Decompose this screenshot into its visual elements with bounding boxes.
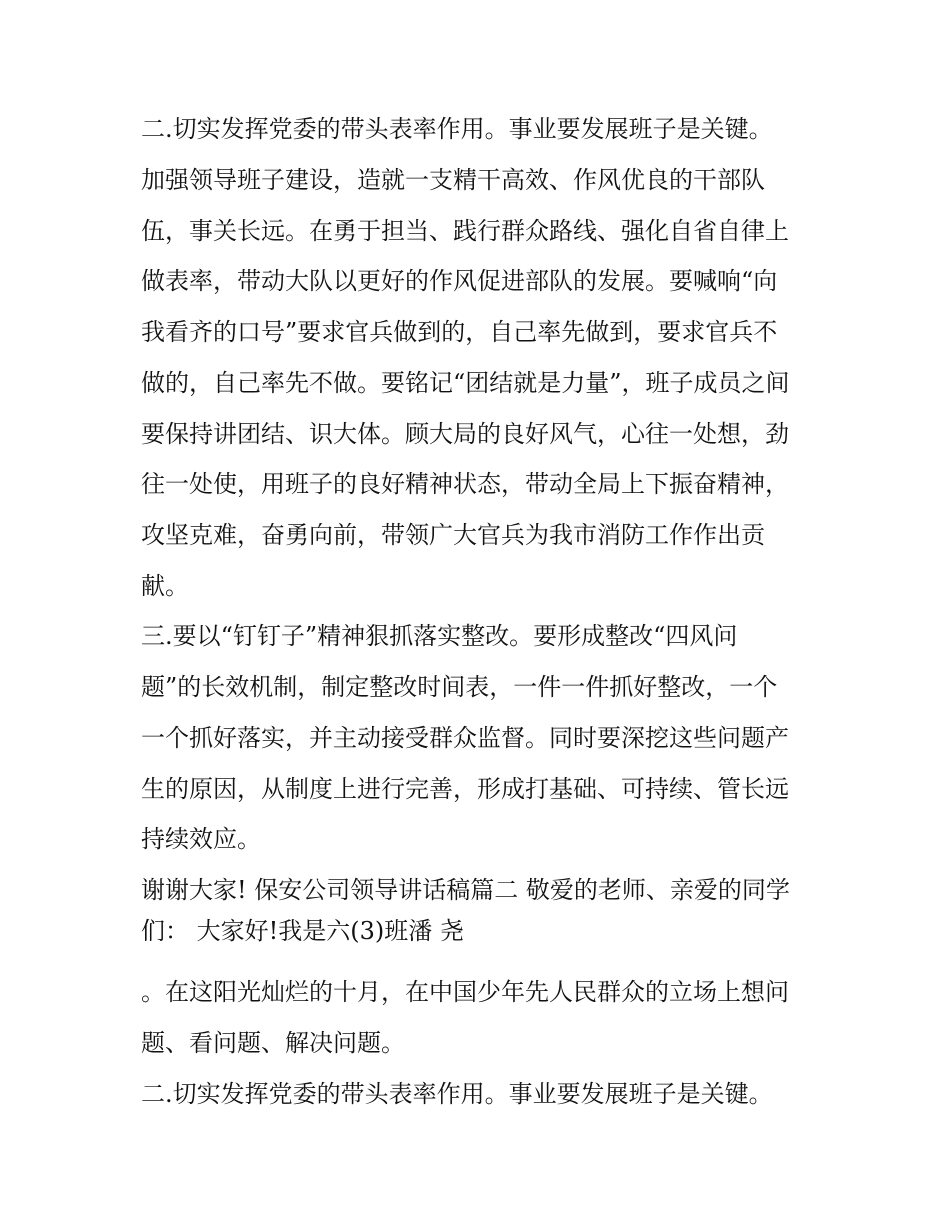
text-line: 题”的长效机制，制定整改时间表，一件一件抓好整改，一个 bbox=[141, 673, 778, 701]
text-line: 做表率，带动大队以更好的作风促进部队的发展。要喊响“向 bbox=[141, 267, 778, 295]
text-line: 往一处使，用班子的良好精神状态，带动全局上下振奋精神， bbox=[141, 470, 789, 498]
text-line: 一个抓好落实，并主动接受群众监督。同时要深挖这些问题产 bbox=[141, 724, 789, 752]
text-line: 二.切实发挥党委的带头表率作用。事业要发展班子是关键。 bbox=[141, 115, 773, 143]
text-line: 要保持讲团结、识大体。顾大局的良好风气，心往一处想，劲 bbox=[141, 420, 789, 448]
text-line: 献。 bbox=[141, 572, 189, 600]
text-line: 做的，自己率先不做。要铭记“团结就是力量”，班子成员之间 bbox=[141, 369, 790, 397]
text-line: 题、看问题、解决问题。 bbox=[141, 1029, 405, 1057]
text-line: 们： 大家好!我是六(3)班潘 尧 bbox=[141, 917, 464, 945]
text-line: 三.要以“钉钉子”精神狠抓落实整改。要形成整改“四风问 bbox=[141, 622, 738, 650]
text-line: 二.切实发挥党委的带头表率作用。事业要发展班子是关键。 bbox=[141, 1080, 773, 1108]
text-line: 持续效应。 bbox=[141, 825, 261, 853]
text-line: 伍，事关长远。在勇于担当、践行群众路线、强化自省自律上 bbox=[141, 217, 789, 245]
text-line: 。在这阳光灿烂的十月，在中国少年先人民群众的立场上想问 bbox=[141, 978, 789, 1006]
text-line: 我看齐的口号”要求官兵做到的，自己率先做到，要求官兵不 bbox=[141, 318, 778, 346]
text-line: 谢谢大家! 保安公司领导讲话稿篇二 敬爱的老师、亲爱的同学 bbox=[141, 876, 790, 904]
text-line: 攻坚克难，奋勇向前，带领广大官兵为我市消防工作作出贡 bbox=[141, 521, 765, 549]
text-line: 加强领导班子建设，造就一支精干高效、作风优良的干部队 bbox=[141, 166, 765, 194]
text-line: 生的原因，从制度上进行完善，形成打基础、可持续、管长远 bbox=[141, 775, 789, 803]
